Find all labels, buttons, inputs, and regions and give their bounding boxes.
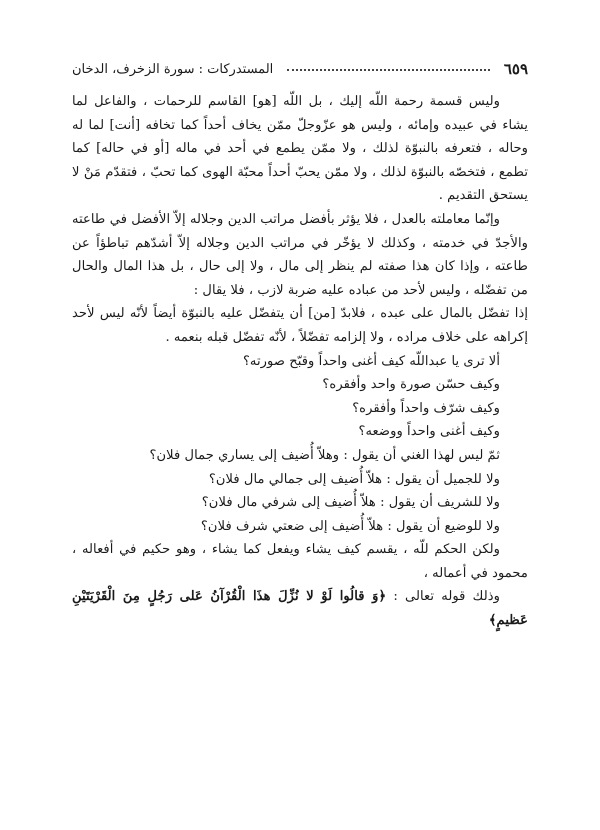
verse-line: ثمّ ليس لهذا الغني أن يقول : وهلاّ أُضيف إلى يساري جمال فلان؟ <box>149 447 500 463</box>
running-head-title: المستدركات : سورة الزخرف، الدخان <box>72 61 274 77</box>
closing-paragraph: ولكن الحكم للّه ، يقسم كيف يشاء ويفعل كما يشاء ، وهو حكيم في أفعاله ، محمود في أعماله ، <box>72 542 528 581</box>
paragraph: وإنّما معاملته بالعدل ، فلا يؤثر بأفضل مراتب الدين وجلاله إلاّ الأفضل في طاعته والأجدّ في خدمته ، وكذلك لا يؤخّر في مراتب الدين وجلاله إلاّ أشدّهم تباطؤاً عن طاعته ، وإذا كان هذا صفته لم ينظر إلى مال ، ولا إلى حال ، بل هذا المال والحال من تفضّله ، وليس لأحد من عباده عليه ضربة لازب ، فلا يقال : <box>72 211 528 298</box>
verse-line: ولا للجميل أن يقول : هلاّ أُضيف إلى جمالي مال فلان؟ <box>208 471 500 487</box>
page-number: ٦٥٩ <box>503 60 528 78</box>
paragraph: وليس قسمة رحمة اللّه إليك ، بل اللّه [هو] القاسم للرحمات ، والفاعل لما يشاء في عبيده وإمائه ، وليس هو عزّوجلّ ممّن يخاف أحداً كما تخافه [أنت] لما له وحاله ، فتعرفه بالنبوّة لذلك ، ولا ممّن يطمع في أحد في ماله [أو في حاله] كما تطمع ، فتخصّه بالنبوّة لذلك ، ولا ممّن يحبّ أحداً محبّة الهوى كما تحبّ ، فتقدّم مَنْ لا يستحق التقديم . <box>72 94 528 204</box>
verse-line: وكيف أغنى واحداً ووضعه؟ <box>358 424 500 440</box>
citation-intro: وذلك قوله تعالى : <box>393 589 500 605</box>
paragraph: إذا تفضّل بالمال على عبده ، فلابدّ [من] أن يتفضّل عليه بالنبوّة أيضاً لأنّه ليس لأحد إكراهه على خلاف مراده ، ولا إلزامه تفضّلاً ، لأنّه تفضّل قبله بنعمه . <box>72 306 528 345</box>
running-head-divider <box>287 68 490 71</box>
verse-line: ولا للوضيع أن يقول : هلاّ أُضيف إلى ضعتي شرف فلان؟ <box>200 518 500 534</box>
verse-line: وكيف شرّف واحداً وأفقره؟ <box>352 400 500 416</box>
verse-line: وكيف حسّن صورة واحد وأفقره؟ <box>322 377 500 393</box>
running-head <box>72 58 528 80</box>
page-body <box>72 90 528 633</box>
verse-line: ألا ترى يا عبداللّه كيف أغنى واحداً وقبّح صورته؟ <box>242 353 500 369</box>
quran-citation-line <box>72 585 528 632</box>
quran-verse: ﴿وَ قالُوا لَوْ لا نُزِّلَ هذَا الْقُرْآنُ عَلى رَجُلٍ مِنَ الْقَرْيَتَيْنِ عَظيمٍ﴾ <box>72 589 528 629</box>
verse-line: ولا للشريف أن يقول : هلاّ أُضيف إلى شرفي مال فلان؟ <box>201 495 500 511</box>
